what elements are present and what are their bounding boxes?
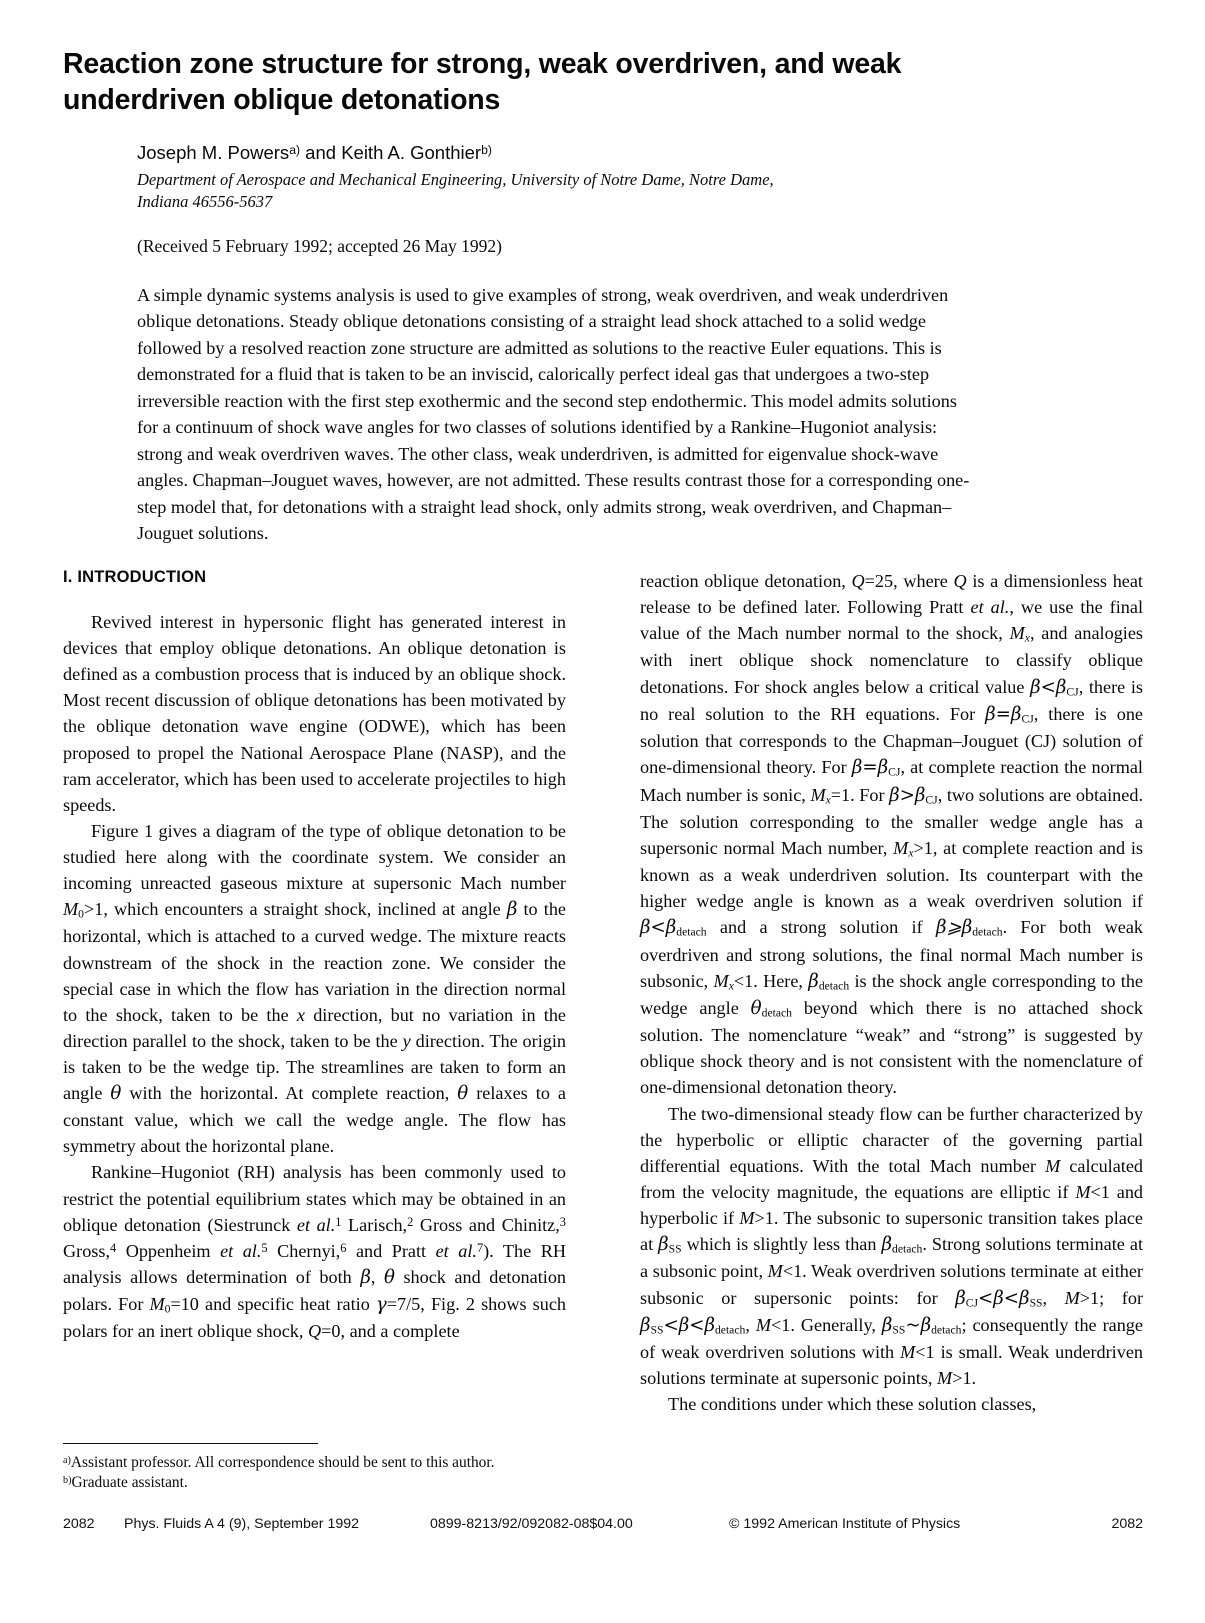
math-detach-subscript: detach	[676, 925, 707, 939]
etal-4: et al.	[970, 597, 1010, 618]
math-CJ-subscript-4: CJ	[925, 793, 938, 807]
math-M0: M	[63, 899, 79, 920]
math-x: x	[296, 1004, 305, 1025]
math-gamma: γ	[375, 1294, 387, 1315]
math-beta: β	[506, 899, 518, 921]
abstract-text: A simple dynamic systems analysis is used to give examples of strong, weak overdriven, and weak underdriven oblique detonations. Steady oblique detonations consisting of a straight lead shock attached to a solid wedge followed by a resolved reaction zone structure are admitted as solutions to the reactive Euler equations. This is demonstrated for a fluid that is taken to be an inviscid, calorically perfect ideal gas that undergoes a two-step irreversible reaction with the first step exothermic and the second step endothermic. This model admits solutions for a continuum of shock wave angles for two classes of solutions identified by a Rankine–Hugoniot analysis: strong and weak overdriven waves. The other class, weak underdriven, is admitted for eigenvalue shock-wave angles. Chapman–Jouguet waves, however, are not admitted. These results contrast those for a corresponding one-step model that, for detonations with a straight lead shock, only admits strong, weak overdriven, and Chapman–Jouguet solutions.	[137, 284, 970, 544]
math-Mx-2-subscript: x	[825, 793, 831, 807]
p3-seg-a: Rankine–Hugoniot (RH) analysis has been commonly used to restrict the potential equilibrium states which may be obtained in an oblique detonation (Siestrunck	[63, 1162, 566, 1235]
p4-seg-j: , two solutions are obtained. The solution corresponding to the smaller wedge angle has a supersonic normal Mach number,	[640, 784, 1143, 858]
p4-seg-f: , there is no real solution to the RH equations. For	[640, 676, 1144, 724]
math-M-6-relation: <1	[770, 1314, 791, 1335]
p5-seg-d: . The subsonic to supersonic transition takes place at	[640, 1208, 1143, 1255]
math-Mx: M	[1009, 623, 1025, 644]
paragraph-1	[63, 609, 566, 818]
math-beta-lt-betadetach: β<β	[640, 917, 677, 939]
p4-seg-k: , at complete reaction and is known as a weak underdriven solution. Its counterpart with the higher wedge angle is known as a weak overdriven solution if	[640, 837, 1143, 912]
math-M-7: M	[900, 1342, 916, 1363]
math-Mx-3-relation: >1	[913, 837, 933, 858]
math-detach-subscript-2: detach	[972, 925, 1003, 939]
p5-seg-n: .	[971, 1368, 977, 1389]
math-M-8-relation: >1	[952, 1368, 972, 1389]
math-Q-2-value: =25	[864, 571, 894, 591]
math-M-4: M	[767, 1261, 783, 1282]
math-M-8: M	[937, 1368, 953, 1389]
p4-seg-g: , there is one solution that corresponds to the Chapman–Jouguet (CJ) solution of one-dimensional theory. For	[640, 703, 1144, 778]
math-beta-SS-2: β	[640, 1314, 651, 1336]
article-header	[63, 46, 1143, 547]
math-beta-gt-betaCJ: β>β	[889, 784, 926, 806]
math-Mx-2-value: =1	[830, 784, 851, 805]
author-list	[137, 141, 977, 164]
math-M-4-relation: <1	[782, 1261, 803, 1282]
paragraph-4	[640, 568, 1143, 1101]
p5-seg-a: The two-dimensional steady flow can be further characterized by the hyperbolic or elliptic character of the governing partial differential equations. With the total Mach number	[640, 1103, 1143, 1176]
math-Mx-subscript: x	[1024, 631, 1030, 645]
citation-2[interactable]: 2	[407, 1214, 414, 1229]
journal-reference: Phys. Fluids A 4 (9), September 1992	[124, 1516, 360, 1532]
p3-seg-i: ,	[370, 1266, 384, 1287]
math-Mx-2: M	[810, 784, 826, 805]
author-one: Joseph M. Powers	[137, 141, 290, 163]
footnote-b-marker: b)	[63, 1475, 72, 1487]
footnotes-block	[63, 1443, 566, 1494]
math-range-1: <β<β	[978, 1287, 1030, 1309]
p3-seg-d: Gross,	[63, 1240, 110, 1261]
footnote-a-text: Assistant professor. All correspondence should be sent to this author.	[70, 1454, 495, 1471]
etal-3: et al.	[435, 1240, 477, 1261]
p4-seg-a: reaction oblique detonation,	[640, 571, 852, 591]
math-theta: θ	[110, 1083, 122, 1105]
p4-seg-n: . Here,	[753, 970, 809, 991]
p2-seg-d: direction, but no variation in the direction parallel to the shock, taken to be the	[63, 1004, 566, 1051]
math-CJ-subscript-2: CJ	[1021, 712, 1034, 726]
right-column-text	[640, 568, 1143, 1417]
math-range-2: <β<β	[663, 1314, 715, 1336]
copyright-notice: © 1992 American Institute of Physics	[729, 1516, 961, 1532]
column-right	[640, 568, 1143, 1417]
math-Mx-4-subscript: x	[728, 979, 734, 993]
citation-6[interactable]: 6	[340, 1240, 347, 1255]
abstract	[137, 282, 970, 547]
issn-code: 0899-8213/92/092082-08$04.00	[430, 1516, 633, 1532]
p3-seg-l: , Fig. 2 shows such polars for an inert oblique shock,	[63, 1294, 566, 1342]
math-approx-beta: ~β	[905, 1314, 932, 1336]
p5-seg-g: . Weak overdriven solutions terminate at either subsonic or supersonic points: for	[640, 1261, 1143, 1308]
math-CJ-subscript: CJ	[1066, 685, 1079, 699]
p2-seg-e: direction. The origin is taken to be the wedge tip. The streamlines are taken to form an angle	[63, 1030, 566, 1104]
math-theta-2: θ	[457, 1083, 469, 1105]
p3-seg-b: Larisch,	[341, 1214, 408, 1235]
math-Mx-3: M	[893, 837, 909, 858]
page-number-left: 2082	[63, 1516, 95, 1532]
p5-seg-f: . Strong solutions terminate at a subsonic point,	[640, 1234, 1143, 1282]
citation-5[interactable]: 5	[261, 1240, 268, 1255]
math-SS-subscript-4: SS	[892, 1323, 906, 1337]
p4-seg-c: is a dimensionless heat release to be defined later. Following Pratt	[640, 571, 1143, 618]
math-detach-subscript-7: detach	[931, 1323, 962, 1337]
math-SS-subscript-3: SS	[650, 1323, 664, 1337]
p3-seg-e: Oppenheim	[116, 1240, 221, 1261]
math-M0-relation: >1	[83, 899, 104, 920]
p2-seg-g: relaxes to a constant value, which we call the wedge angle. The flow has symmetry about the horizontal plane.	[63, 1083, 567, 1157]
math-Mx-3-subscript: x	[908, 846, 914, 860]
p3-seg-c: Gross and Chinitz,	[413, 1214, 560, 1235]
math-Q: Q	[307, 1321, 322, 1342]
etal-1: et al.	[296, 1214, 336, 1235]
math-beta-SS-3: β	[881, 1314, 893, 1336]
math-y: y	[402, 1030, 411, 1051]
math-beta-CJ-2: β	[955, 1287, 966, 1309]
p5-seg-k: . Generally,	[790, 1314, 882, 1335]
received-dates: (Received 5 February 1992; accepted 26 May 1992)	[137, 235, 502, 256]
math-detach-subscript-6: detach	[714, 1323, 746, 1337]
math-beta-ge-betadetach: β⩾β	[935, 917, 973, 939]
body-columns	[63, 568, 1143, 1448]
paragraph-5	[640, 1101, 1143, 1392]
math-CJ-subscript-5: CJ	[965, 1296, 979, 1310]
p4-seg-o: is the shock angle corresponding to the wedge angle	[640, 970, 1143, 1018]
math-beta-2: β	[360, 1266, 371, 1288]
affiliation-line-1: Department of Aerospace and Mechanical Engineering, University of Notre Dame, Notre Dame,	[137, 170, 774, 190]
math-theta-detach: θ	[750, 998, 762, 1019]
p5-seg-c: and hyperbolic if	[640, 1181, 1144, 1229]
math-detach-subscript-3: detach	[818, 979, 850, 993]
p3-seg-h: ). The RH analysis allows determination of both	[63, 1240, 566, 1287]
math-M0-2: M	[149, 1294, 165, 1314]
p2-seg-f: with the horizontal. At complete reaction,	[121, 1083, 458, 1104]
author-conjunction: and Keith A. Gonthier	[300, 141, 482, 163]
p4-seg-b: , where	[893, 571, 954, 591]
math-M-3-relation: >1	[754, 1208, 774, 1229]
p5-seg-l: ; consequently the range of weak overdriven solutions with	[640, 1314, 1143, 1363]
math-Mx-4: M	[713, 970, 729, 991]
math-M-5-relation: >1	[1079, 1287, 1100, 1308]
p4-seg-l: and a strong solution if	[706, 917, 936, 938]
paragraph-3	[63, 1159, 566, 1344]
footnote-a-marker: a)	[63, 1454, 71, 1466]
p5-seg-j: ,	[745, 1314, 756, 1335]
math-M-6: M	[755, 1314, 771, 1335]
math-detach-subscript-4: detach	[761, 1006, 792, 1020]
paragraph-2	[63, 818, 566, 1160]
p5-seg-m: is small. Weak underdriven solutions terminate at supersonic points,	[640, 1342, 1143, 1389]
p5-seg-e: which is slightly less than	[681, 1234, 882, 1255]
math-theta-3: θ	[383, 1266, 395, 1288]
math-M: M	[1045, 1155, 1061, 1176]
paragraph-6: The conditions under which these solution classes,	[668, 1394, 1037, 1415]
math-gamma-value: =7/5	[386, 1294, 421, 1314]
p5-seg-h: ,	[1042, 1287, 1065, 1308]
math-CJ-subscript-3: CJ	[888, 765, 901, 779]
byline-block	[137, 141, 977, 547]
section-heading-introduction: I. INTRODUCTION	[63, 568, 207, 586]
math-M0-2-subscript: 0	[164, 1302, 171, 1316]
column-left	[63, 568, 566, 1344]
math-SS-subscript: SS	[668, 1242, 682, 1256]
p3-seg-g: and Pratt	[346, 1240, 436, 1261]
p5-seg-b: calculated from the velocity magnitude, the equations are elliptic if	[640, 1155, 1144, 1202]
math-M0-subscript: 0	[78, 907, 84, 921]
math-beta-detach-2: β	[881, 1234, 893, 1256]
math-SS-subscript-2: SS	[1029, 1296, 1043, 1310]
affiliation-line-2: Indiana 46556-5637	[137, 192, 273, 211]
footnote-b-text: Graduate assistant.	[71, 1474, 188, 1492]
math-M0-2-value: =10	[170, 1294, 199, 1314]
citation-1[interactable]: 1	[335, 1214, 342, 1229]
left-column-text	[63, 609, 566, 1344]
p3-seg-m: , and a complete	[340, 1321, 460, 1342]
citation-7[interactable]: 7	[476, 1240, 484, 1255]
footnote-a	[63, 1453, 566, 1473]
math-M-2-relation: <1	[1090, 1181, 1110, 1202]
citation-4[interactable]: 4	[110, 1240, 117, 1255]
math-beta-lt-betaCJ: β<β	[1030, 676, 1067, 698]
math-M-2: M	[1075, 1181, 1091, 1202]
p5-seg-i: ; for	[1099, 1287, 1144, 1308]
math-Q-2: Q	[851, 571, 865, 591]
math-beta-eq-betaCJ: β=β	[985, 703, 1022, 725]
p4-seg-p: beyond which there is no attached shock solution. The nomenclature “weak” and “strong” is suggested by oblique shock theory and is not consistent with the nomenclature of one-dimensional detonation theory.	[640, 998, 1143, 1098]
p3-seg-k: and specific heat ratio	[198, 1294, 376, 1314]
author-two-footnote-marker[interactable]: b)	[481, 143, 492, 158]
math-Q-value: =0	[321, 1321, 341, 1342]
math-M-5: M	[1064, 1287, 1080, 1308]
paragraph-1-text: Revived interest in hypersonic flight has generated interest in devices that employ oblique detonations. An oblique detonation is defined as a combustion process that is induced by an oblique shock. Most recent discussion of oblique detonations has been motivated by the oblique detonation wave engine (ODWE), which has been proposed to propel the National Aerospace Plane (NASP), and the ram accelerator, which has been used to accelerate projectiles to high speeds.	[63, 612, 566, 815]
author-one-footnote-marker[interactable]: a)	[289, 143, 301, 158]
citation-3[interactable]: 3	[559, 1214, 566, 1229]
math-beta-eq-betaCJ-2: β=β	[851, 757, 889, 779]
math-Mx-4-relation: <1	[733, 970, 754, 991]
etal-2: et al.	[220, 1240, 262, 1261]
math-M-3: M	[739, 1208, 755, 1229]
math-M-7-relation: <1	[915, 1342, 935, 1363]
p4-seg-i: . For	[850, 784, 890, 805]
p3-seg-f: Chernyi,	[267, 1240, 341, 1261]
math-Q-3: Q	[953, 571, 967, 591]
p3-seg-j: shock and detonation polars. For	[63, 1266, 567, 1314]
math-beta-detach: β	[808, 970, 819, 992]
p4-seg-m: . For both weak overdriven and strong solutions, the final normal Mach number is subsonic,	[640, 917, 1143, 991]
affiliation	[137, 169, 977, 213]
p2-seg-c: to the horizontal, which is attached to a curved wedge. The mixture reacts downstream of the shock in the reaction zone. We consider the special case in which the flow has variation in the direction normal to the shock, taken to be the	[63, 899, 566, 1025]
page-number-right: 2082	[1111, 1516, 1143, 1532]
p2-seg-a: Figure 1 gives a diagram of the type of oblique detonation to be studied here along with the coordinate system. We consider an incoming unreacted gaseous mixture at supersonic Mach number	[63, 820, 566, 894]
math-beta-SS: β	[658, 1234, 669, 1256]
page-title: Reaction zone structure for strong, weak overdriven, and weak underdriven oblique detonations	[63, 48, 902, 117]
p4-seg-e: , and analogies with inert oblique shock nomenclature to classify oblique detonations. For shock angles below a critical value	[640, 623, 1143, 697]
footnote-divider	[63, 1443, 318, 1444]
math-detach-subscript-5: detach	[892, 1242, 923, 1256]
p4-seg-h: , at complete reaction the normal Mach number is sonic,	[640, 757, 1143, 805]
p4-seg-d: , we use the final value of the Mach number normal to the shock,	[640, 597, 1144, 644]
p2-seg-b: , which encounters a straight shock, inclined at angle	[103, 899, 507, 920]
footnote-b	[63, 1473, 566, 1493]
